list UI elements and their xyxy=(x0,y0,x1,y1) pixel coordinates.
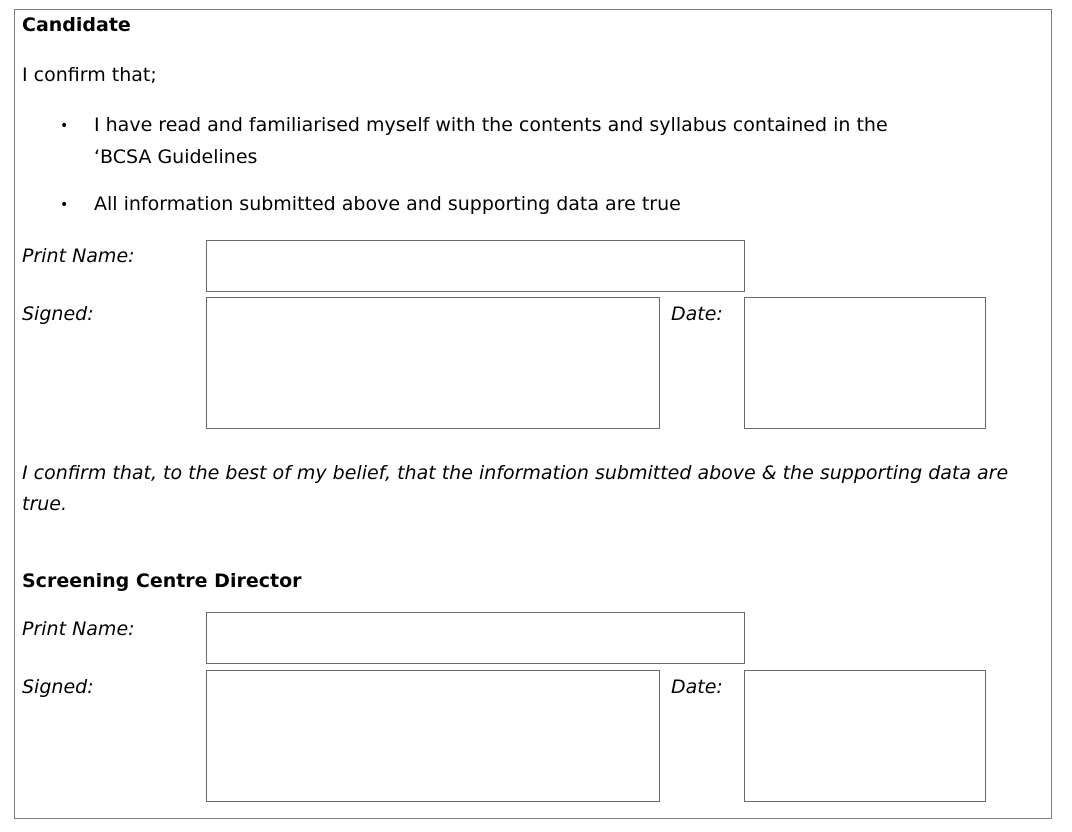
bullet-icon: • xyxy=(60,118,69,134)
director-print-name-field[interactable] xyxy=(206,612,745,664)
candidate-date-field[interactable] xyxy=(744,297,986,429)
bullet-1-line-2: ‘BCSA Guidelines xyxy=(94,146,258,168)
director-print-name-label: Print Name: xyxy=(22,618,135,640)
confirmation-line-2: true. xyxy=(22,493,68,515)
candidate-intro: I confirm that; xyxy=(22,64,157,86)
bullet-icon: • xyxy=(60,197,69,213)
candidate-print-name-label: Print Name: xyxy=(22,245,135,267)
candidate-heading: Candidate xyxy=(22,14,131,36)
confirmation-line-1: I confirm that, to the best of my belief, that the information submitted above & the supporting data are xyxy=(22,462,1009,484)
candidate-date-label: Date: xyxy=(671,303,723,325)
candidate-signed-label: Signed: xyxy=(22,303,94,325)
candidate-print-name-field[interactable] xyxy=(206,240,745,292)
candidate-signature-field[interactable] xyxy=(206,297,660,429)
director-date-field[interactable] xyxy=(744,670,986,802)
director-signature-field[interactable] xyxy=(206,670,660,802)
director-date-label: Date: xyxy=(671,676,723,698)
director-heading: Screening Centre Director xyxy=(22,570,302,592)
bullet-2-line-1: All information submitted above and supporting data are true xyxy=(94,193,681,215)
bullet-1-line-1: I have read and familiarised myself with the contents and syllabus contained in the xyxy=(94,114,888,136)
director-signed-label: Signed: xyxy=(22,676,94,698)
